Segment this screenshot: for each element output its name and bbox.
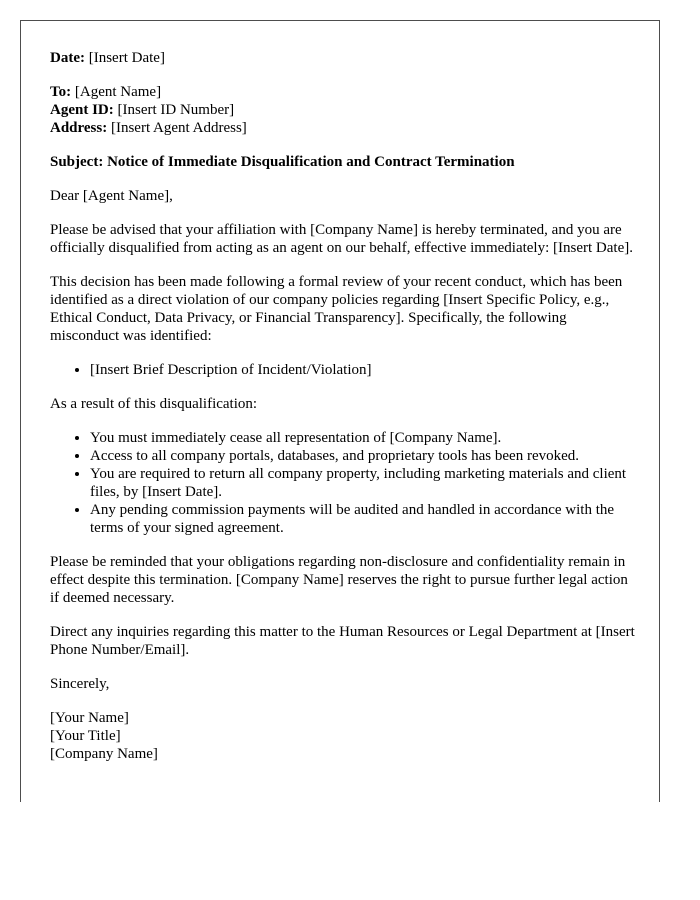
recipient-block <box>50 83 635 137</box>
result-item-access-revoked: • Access to all company portals, databases, and proprietary tools has been revoked. <box>90 447 635 465</box>
to-line <box>50 83 635 101</box>
decision-paragraph: This decision has been made following a formal review of your recent conduct, which has been identified as a direct violation of our company policies regarding [Insert Specific Policy, e.g., Ethical Conduct, Data Privacy, or Financial Transparency]. Specifically, the following misconduct was identified: <box>50 274 623 344</box>
agent-id-value: [Insert ID Number] <box>117 102 235 118</box>
address-line <box>50 119 635 137</box>
agent-id-line <box>50 101 635 119</box>
termination-paragraph: Please be advised that your affiliation with [Company Name] is hereby terminated, and you are officially disqualified from acting as an agent on our behalf, effective immediately: [Insert Date]. <box>50 222 633 256</box>
result-list <box>50 429 635 537</box>
address-label: Address: <box>50 120 108 136</box>
salutation: Dear [Agent Name], <box>50 188 173 204</box>
subject-text: Subject: Notice of Immediate Disqualification and Contract Termination <box>50 154 515 170</box>
letter-content <box>50 49 635 779</box>
result-item-cease-representation: • You must immediately cease all representation of [Company Name]. <box>90 429 635 447</box>
letter-page <box>20 20 660 802</box>
subject-line <box>50 153 635 171</box>
date-label: Date: <box>50 50 85 66</box>
date-value: [Insert Date] <box>88 50 165 66</box>
date-line <box>50 49 635 67</box>
result-item-return-property: • You are required to return all company property, including marketing materials and client files, by [Insert Date]. <box>90 465 635 501</box>
result-item-commission-audit: • Any pending commission payments will be audited and handled in accordance with the terms of your signed agreement. <box>90 501 635 537</box>
agent-id-label: Agent ID: <box>50 102 114 118</box>
misconduct-list <box>50 361 635 379</box>
signature-title: [Your Title] <box>50 728 121 744</box>
signature-company: [Company Name] <box>50 746 158 762</box>
inquiries-paragraph: Direct any inquiries regarding this matter to the Human Resources or Legal Department at [Insert Phone Number/Email]. <box>50 624 635 658</box>
signature-block <box>50 709 635 763</box>
confidentiality-paragraph: Please be reminded that your obligations regarding non-disclosure and confidentiality remain in effect despite this termination. [Company Name] reserves the right to pursue further legal action if deemed necessary. <box>50 554 628 606</box>
result-intro: As a result of this disqualification: <box>50 396 258 412</box>
to-label: To: <box>50 84 72 100</box>
misconduct-item: • [Insert Brief Description of Incident/Violation] <box>90 361 635 379</box>
closing: Sincerely, <box>50 676 110 692</box>
signature-name: [Your Name] <box>50 710 129 726</box>
address-value: [Insert Agent Address] <box>110 120 247 136</box>
to-value: [Agent Name] <box>74 84 162 100</box>
